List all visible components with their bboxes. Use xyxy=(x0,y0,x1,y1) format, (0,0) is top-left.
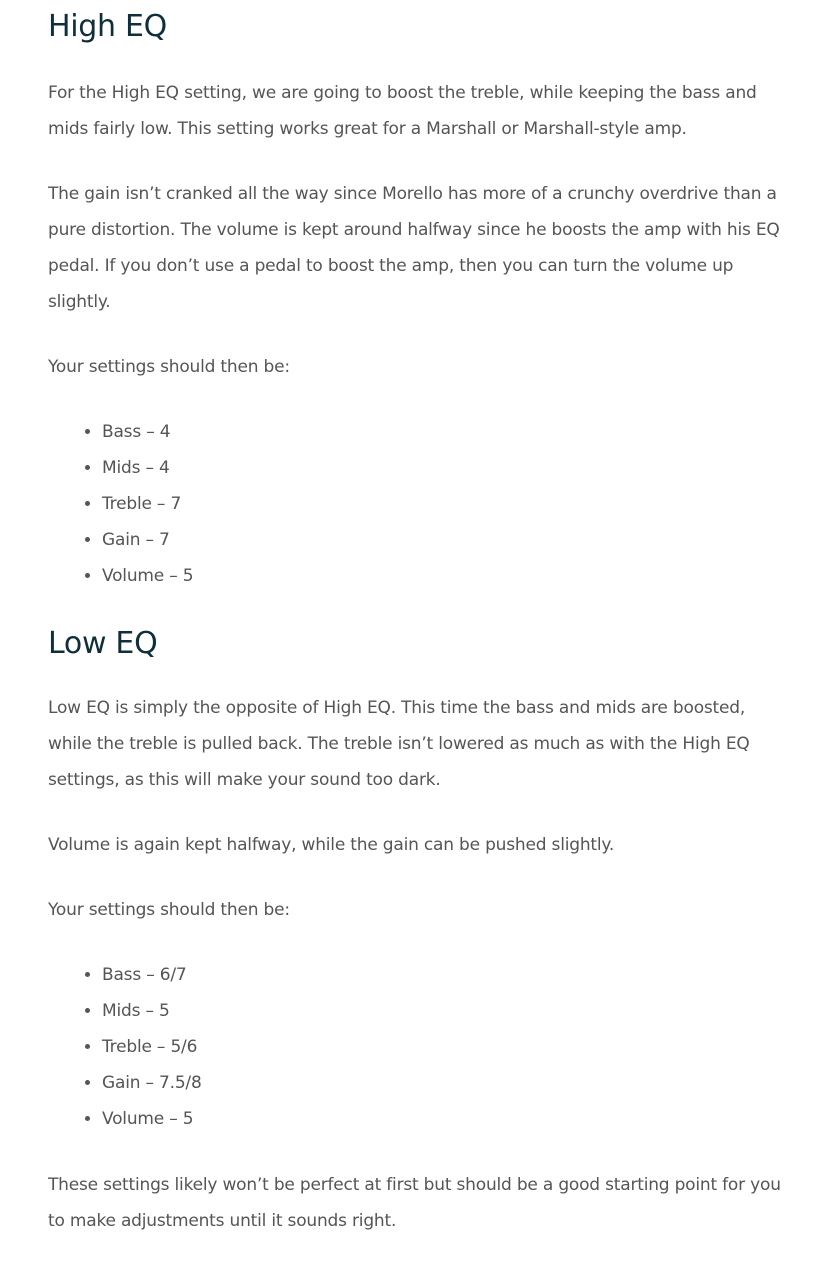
article-content xyxy=(48,7,788,1268)
list-item: • Treble – 5/6 xyxy=(102,1029,788,1065)
high-eq-section xyxy=(48,7,788,594)
high-eq-intro: For the High EQ setting, we are going to boost the treble, while keeping the bass and mids fairly low. This setting works great for a Marshall or Marshall-style amp. xyxy=(48,83,757,139)
list-item: • Mids – 4 xyxy=(102,450,788,486)
high-eq-settings-lead: Your settings should then be: xyxy=(48,357,290,377)
low-eq-intro: Low EQ is simply the opposite of High EQ. This time the bass and mids are boosted, while the treble is pulled back. The treble isn’t lowered as much as with the High EQ settings, as this will make your sound too dark. xyxy=(48,698,750,790)
high-eq-settings-list xyxy=(48,414,788,594)
high-eq-heading: High EQ xyxy=(48,9,167,44)
list-item: • Bass – 6/7 xyxy=(102,957,788,993)
list-item: • Bass – 4 xyxy=(102,414,788,450)
list-item: • Treble – 7 xyxy=(102,486,788,522)
list-item: • Gain – 7.5/8 xyxy=(102,1065,788,1101)
closing-paragraph: These settings likely won’t be perfect at first but should be a good starting point for you to make adjustments until it sounds right. xyxy=(48,1175,781,1231)
low-eq-heading: Low EQ xyxy=(48,626,158,661)
low-eq-settings-list xyxy=(48,957,788,1137)
list-item: • Volume – 5 xyxy=(102,1101,788,1137)
list-item: • Volume – 5 xyxy=(102,558,788,594)
low-eq-section xyxy=(48,624,788,1239)
low-eq-volume: Volume is again kept halfway, while the gain can be pushed slightly. xyxy=(48,835,615,855)
list-item: • Mids – 5 xyxy=(102,993,788,1029)
list-item: • Gain – 7 xyxy=(102,522,788,558)
low-eq-settings-lead: Your settings should then be: xyxy=(48,900,290,920)
high-eq-gain-volume: The gain isn’t cranked all the way since Morello has more of a crunchy overdrive than a pure distortion. The volume is kept around halfway since he boosts the amp with his EQ pedal. If you don’t use a pedal to boost the amp, then you can turn the volume up slightly. xyxy=(48,184,780,312)
